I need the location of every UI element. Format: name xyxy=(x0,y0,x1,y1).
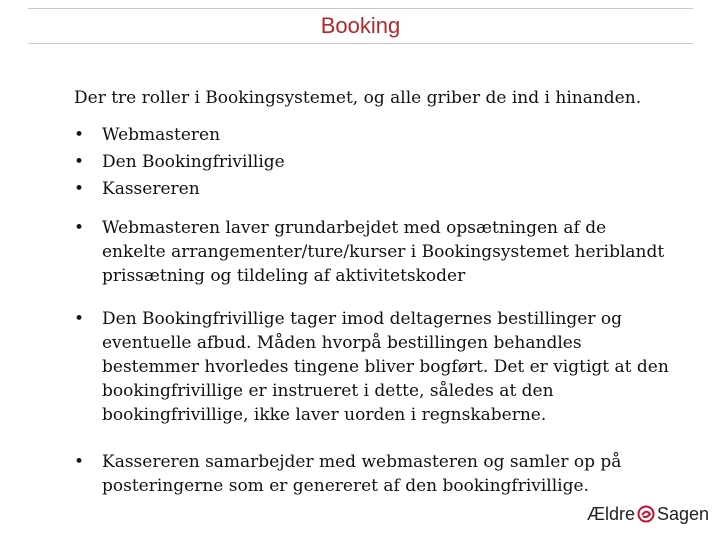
list-item xyxy=(74,149,674,176)
list-item xyxy=(74,450,674,498)
detail-bookingfrivillig-text: Den Bookingfrivillige tager imod deltagernes bestillinger og eventuelle afbud. Måden hvorpå bestillingen behandles bestemmer hvorledes tingene bliver bogført. Det er vigtigt at den bookingfrivillige er instrueret i dette, således at den bookingfrivillige, ikke laver uorden i regnskaberne. xyxy=(102,309,669,425)
aeldresagen-logo xyxy=(587,502,709,526)
bullet-icon: • xyxy=(74,309,85,329)
bullet-icon: • xyxy=(74,152,85,172)
bullet-icon: • xyxy=(74,125,85,145)
detail-list-bookingfrivillig xyxy=(74,307,674,427)
intro-text: Der tre roller i Bookingsystemet, og alle griber de ind i hinanden. xyxy=(74,88,642,108)
detail-list-webmaster xyxy=(74,216,674,288)
detail-kasserer-text: Kassereren samarbejder med webmasteren og samler op på posteringerne som er genereret af den bookingfrivillige. xyxy=(102,452,622,496)
bullet-icon: • xyxy=(74,452,85,472)
role-kasserer: Kassereren xyxy=(102,179,200,199)
role-webmaster: Webmasteren xyxy=(102,125,221,145)
slide-header xyxy=(28,8,693,44)
aeldresagen-swirl-icon xyxy=(637,505,655,523)
bullet-icon: • xyxy=(74,179,85,199)
role-bookingfrivillig: Den Bookingfrivillige xyxy=(102,152,285,172)
logo-text-part1: Ældre xyxy=(587,503,636,524)
logo-text-part2: Sagen xyxy=(657,503,710,524)
detail-webmaster-text: Webmasteren laver grundarbejdet med opsætningen af de enkelte arrangementer/ture/kurser i Bookingsystemet heriblandt prissætning og tildeling af aktivitetskoder xyxy=(102,218,665,286)
slide-title: Booking xyxy=(320,13,401,38)
bullet-icon: • xyxy=(74,218,85,238)
list-item xyxy=(74,216,674,288)
detail-list-kasserer xyxy=(74,450,674,498)
list-item xyxy=(74,176,674,203)
list-item xyxy=(74,307,674,427)
list-item xyxy=(74,122,674,149)
roles-list xyxy=(74,122,674,203)
